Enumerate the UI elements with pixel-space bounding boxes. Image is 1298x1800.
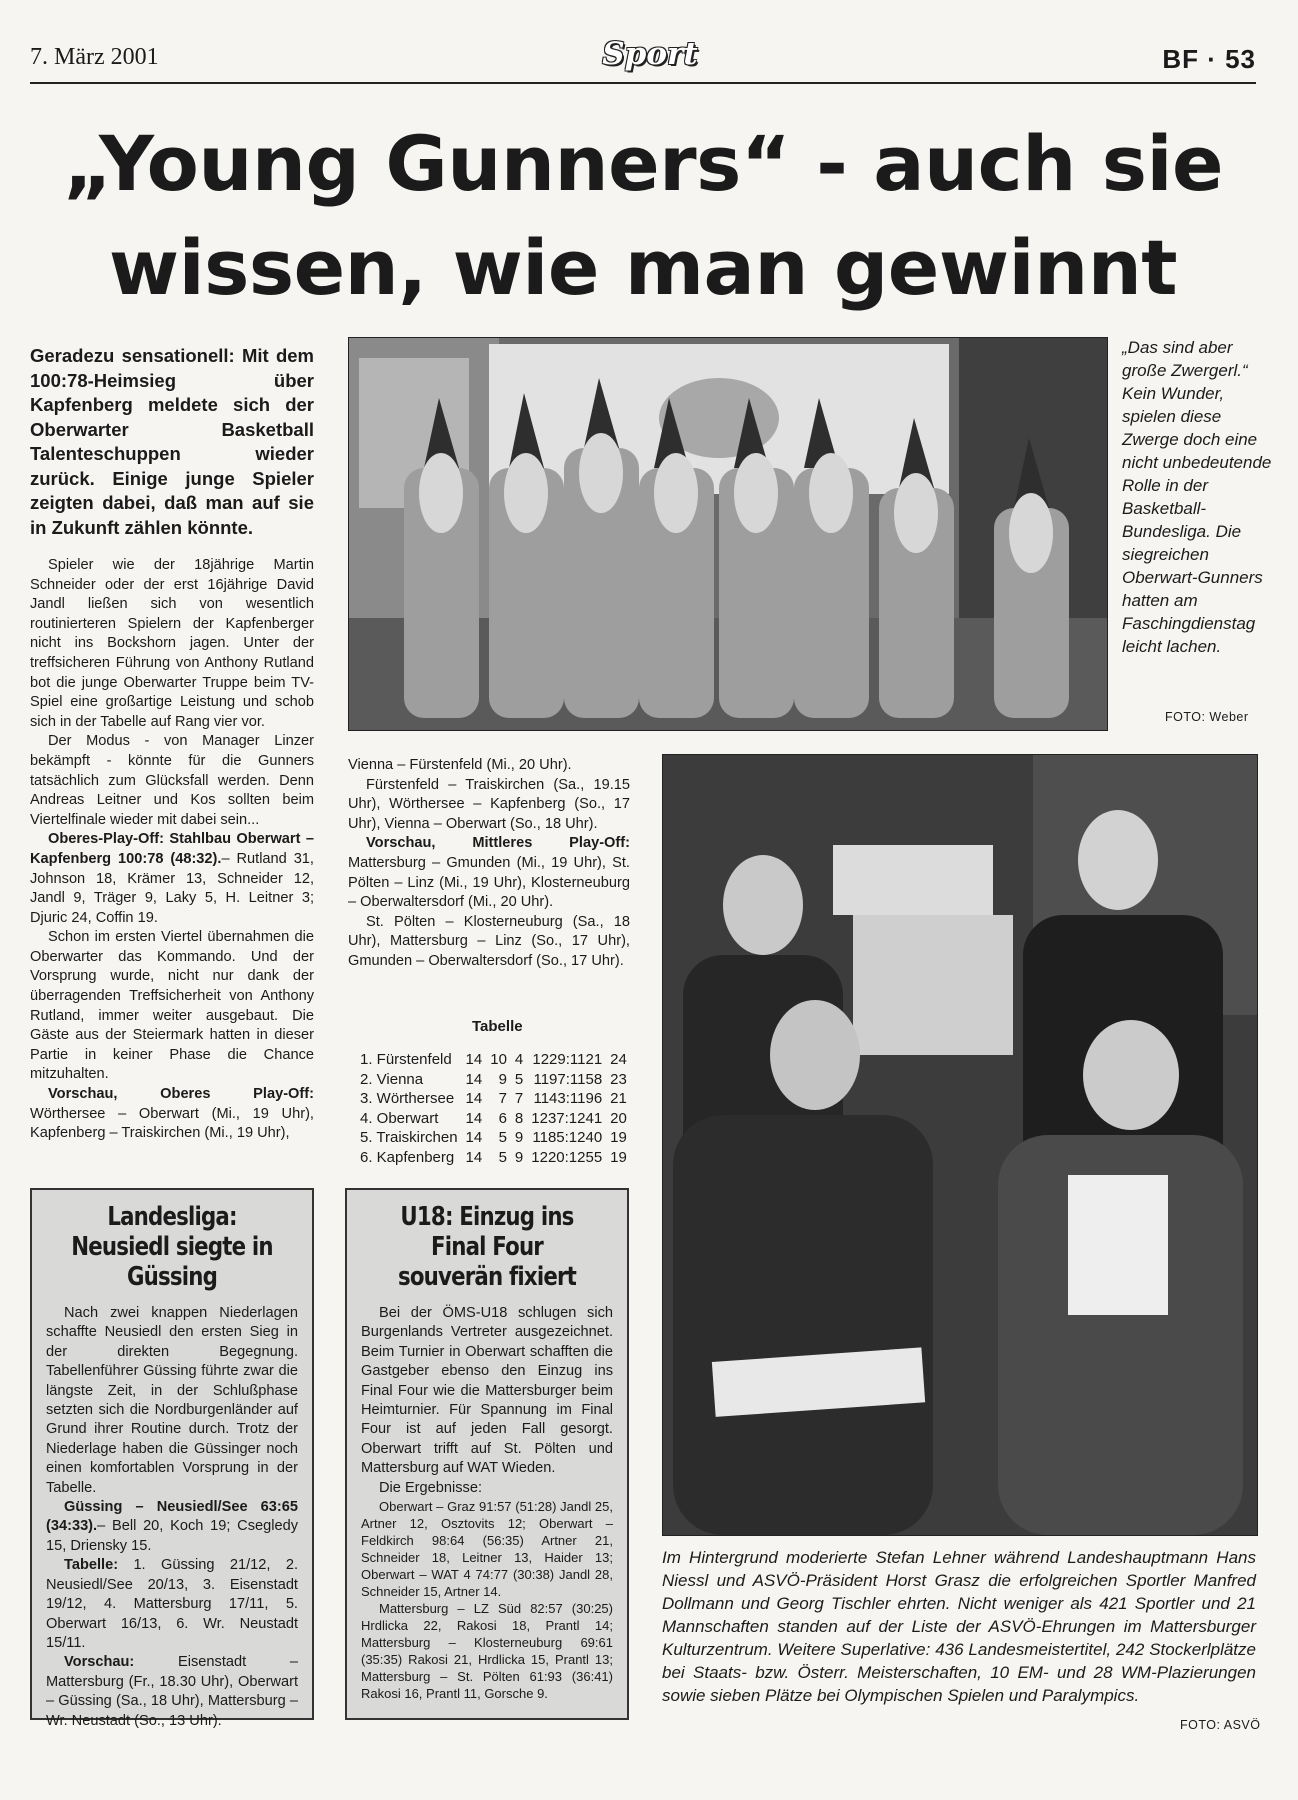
- paragraph: Bei der ÖMS-U18 schlugen sich Burgenlands Vertreter ausgezeichnet. Beim Turnier in Oberwart schafften die Gastgeber ebenso den Einzug ins Final Four wie die Mattersburger beim Heimturnier. Für Spannung im Final Four ist auf jeden Fall gesorgt. Oberwart trifft auf St. Pölten und Mattersburg auf WAT Wieden.: [361, 1305, 613, 1477]
- team-name: 4. Oberwart: [360, 1109, 439, 1127]
- box-u18: [345, 1188, 629, 1720]
- paragraph: Die Ergebnisse:: [379, 1479, 483, 1496]
- standings-value: 14: [465, 1129, 483, 1146]
- paragraph: Mattersburg – LZ Süd 82:57 (30:25) Hrdlicka 22, Rakosi 18, Prantl 14; Mattersburg – Klosterneuburg 69:61 (35:35) Rakosi 21, Hrdlicka 15, Prantl 13; Mattersburg – St. Pölten 61:93 (36:41) Rakosi 16, Prantl 11, Gorsche 9.: [361, 1601, 613, 1702]
- standings-title: Tabelle: [472, 1018, 523, 1035]
- paragraph: [46, 1556, 298, 1653]
- team-photo-image: [349, 338, 1107, 730]
- paragraph: Schon im ersten Viertel übernahmen die Oberwarter das Kommando. Und der Vorsprung wurde, nicht nur dank der überragenden Treffsicherheit von Anthony Rutland, immer weiter ausgebaut. Die Gäste aus der Steiermark hatten in dieser Partie in keiner Phase die Chance mitzuhalten.: [30, 929, 314, 1083]
- standings-value: 24: [610, 1051, 627, 1068]
- paragraph: [46, 1498, 298, 1556]
- headline: [30, 112, 1256, 320]
- preview-text: Wörthersee – Oberwart (Mi., 19 Uhr), Kapfenberg – Traiskirchen (Mi., 19 Uhr),: [30, 1105, 314, 1142]
- standings-value: 8: [514, 1109, 524, 1127]
- box-landesliga-body: [46, 1304, 298, 1731]
- table-text: 1. Güssing 21/12, 2. Neusiedl/See 20/13, 3. Eisenstadt 19/12, 4. Mattersburg 17/11, 5. Oberwart 16/13, 6. Wr. Neustadt 15/11.: [46, 1557, 298, 1651]
- paragraph: Oberwart – Graz 91:57 (51:28) Jandl 25, Artner 12, Osztovits 12; Oberwart – Feldkirch 98:64 (56:35) Artner 21, Schneider 18, Leitner 13, Haider 13; Oberwart – WAT 4 74:77 (30:38) Jandl 28, Schneider 15, Artner 14.: [361, 1499, 613, 1600]
- preview-label: Vorschau, Oberes Play-Off:: [48, 1086, 314, 1103]
- section-title: Sport: [602, 36, 698, 72]
- result-label: Oberes-Play-Off: Stahlbau Oberwart – Kapfenberg 100:78 (48:32).: [30, 831, 314, 867]
- photo-credit-ceremony: FOTO: ASVÖ: [1180, 1718, 1261, 1732]
- standings-value: 1143:1196: [533, 1090, 603, 1107]
- team-name: 6. Kapfenberg: [360, 1148, 455, 1166]
- paragraph: Fürstenfeld – Traiskirchen (Sa., 19.15 Uhr), Wörthersee – Kapfenberg (So., 17 Uhr), Vienna – Oberwart (So., 18 Uhr).: [348, 776, 630, 832]
- paragraph: Nach zwei knappen Niederlagen schaffte Neusiedl den ersten Sieg in der direkten Begegnung. Tabellenführer Güssing führte zwar die längste Zeit, in der Schlußphase setzten sich die Nordburgenländer auf Grund ihrer Routine durch. Trotz der Niederlage haben die Güssinger noch einen komfortablen Vorsprung in der Tabelle.: [46, 1305, 298, 1496]
- standings-value: 5: [498, 1148, 507, 1166]
- result-label: Güssing – Neusiedl/See 63:65 (34:33).: [46, 1499, 298, 1535]
- standings-value: 6: [498, 1109, 507, 1127]
- standings-value: 19: [610, 1129, 627, 1146]
- standings-value: 14: [465, 1051, 483, 1068]
- standings-value: 7: [514, 1090, 524, 1107]
- headline-line-1: „Young Gunners“ - auch sie: [62, 119, 1224, 208]
- team-name: 5. Traiskirchen: [360, 1129, 458, 1146]
- standings-value: 7: [498, 1090, 507, 1107]
- photo-credit-gnomes: FOTO: Weber: [1165, 710, 1249, 724]
- paragraph: [348, 834, 630, 912]
- box-u18-body: [361, 1304, 613, 1702]
- standings-value: 23: [610, 1070, 627, 1088]
- standings-value: 4: [514, 1051, 524, 1068]
- photo-caption-gnomes: „Das sind aber große Zwergerl.“ Kein Wunder, spielen diese Zwerge doch eine nicht unbedeutende Rolle in der Basketball-Bundesliga. Die siegreichen Oberwart-Gunners hatten am Faschingdienstag leicht lachen.: [1122, 338, 1272, 656]
- standings-value: 20: [610, 1109, 627, 1127]
- page-number: BF · 53: [1162, 44, 1256, 74]
- preview-label: Vorschau, Mittleres Play-Off:: [366, 835, 630, 852]
- award-ceremony-image: [663, 755, 1257, 1535]
- standings-row: [356, 1128, 631, 1148]
- standings-row: [356, 1148, 631, 1168]
- award-ceremony-photo: [662, 754, 1258, 1536]
- standings-value: 14: [465, 1070, 483, 1088]
- table-label: Tabelle:: [64, 1557, 119, 1574]
- standings-value: 9: [514, 1148, 524, 1166]
- standings-value: 1197:1158: [533, 1070, 603, 1088]
- paragraph: Vienna – Fürstenfeld (Mi., 20 Uhr).: [348, 757, 572, 773]
- standings-value: 14: [465, 1148, 483, 1166]
- preview-label: Vorschau:: [64, 1654, 135, 1671]
- standings-table: [356, 1050, 631, 1167]
- team-name: 1. Fürstenfeld: [360, 1051, 452, 1068]
- header-rule: [30, 82, 1256, 84]
- box-u18-headline: U18: Einzug ins Final Four souverän fixiert: [397, 1202, 577, 1292]
- standings-value: 21: [610, 1090, 627, 1107]
- result-text: – Bell 20, Koch 19; Csegledy 15, Driensky 15.: [46, 1518, 298, 1554]
- paragraph: [46, 1653, 298, 1731]
- box-landesliga: [30, 1188, 314, 1729]
- standings-row: [356, 1109, 631, 1129]
- standings-value: 14: [465, 1090, 483, 1107]
- standings-value: 1229:1121: [532, 1051, 603, 1068]
- photo-caption-ceremony: Im Hintergrund moderierte Stefan Lehner während Landeshauptmann Hans Niessl und ASVÖ-Präsident Horst Grasz die erfolgreichen Sportler Manfred Dollmann und Georg Tischler ehrten. Nicht weniger als 421 Sportler und 21 Mannschaften standen auf der Liste der ASVÖ-Ehrungen im Mattersburger Kulturzentrum. Weitere Superlative: 436 Landesmeistertitel, 242 Stockerlplätze bei Staats- bzw. Österr. Meisterschaften, 10 EM- und 28 WM-Plazierungen sowie sieben Plätze bei Olympischen Spielen und Paralympics.: [662, 1548, 1256, 1705]
- standings-value: 5: [498, 1129, 507, 1146]
- article-column-2: [348, 756, 630, 972]
- paragraph: Spieler wie der 18jährige Martin Schneider oder der erst 16jährige David Jandl ließen sich von wesentlich routinierteren Spielern der Kapfenberger nicht ins Bockshorn jagen. Unter der treffsicheren Führung von Anthony Rutland bot die junge Oberwarter Truppe beim TV-Spiel eine großartige Leistung und schob sich in der Tabelle auf Rang vier vor.: [30, 557, 314, 730]
- box-landesliga-headline: Landesliga: Neusiedl siegte in Güssing: [71, 1202, 273, 1292]
- paragraph: [30, 830, 314, 928]
- paragraph: St. Pölten – Klosterneuburg (Sa., 18 Uhr), Mattersburg – Linz (So., 17 Uhr), Gmunden – Oberwaltersdorf (So., 17 Uhr).: [348, 913, 630, 969]
- standings-value: 1220:1255: [531, 1148, 603, 1166]
- headline-line-2: wissen, wie man gewinnt: [108, 223, 1178, 312]
- paragraph: [30, 1085, 314, 1144]
- standings-value: 1185:1240: [532, 1129, 603, 1146]
- standings-row: [356, 1050, 631, 1070]
- article-column-1: [30, 556, 314, 1144]
- standings-value: 9: [514, 1129, 524, 1146]
- result-text: – Rutland 31, Johnson 18, Krämer 13, Schneider 12, Jandl 9, Träger 9, Laky 5, H. Leitner 3; Djuric 24, Coffin 19.: [30, 850, 314, 926]
- issue-date: 7. März 2001: [30, 44, 159, 70]
- standings-value: 1237:1241: [531, 1109, 603, 1127]
- team-name: 2. Vienna: [360, 1070, 424, 1088]
- team-name: 3. Wörthersee: [360, 1090, 455, 1107]
- standings-value: 10: [490, 1051, 507, 1068]
- team-photo-gnomes: [348, 337, 1108, 731]
- standings-value: 5: [514, 1070, 524, 1088]
- preview-text: Mattersburg – Gmunden (Mi., 19 Uhr), St. Pölten – Linz (Mi., 19 Uhr), Klosterneuburg – Oberwaltersdorf (Mi., 20 Uhr).: [348, 854, 630, 911]
- standings-value: 19: [610, 1148, 627, 1166]
- standings-value: 9: [498, 1070, 507, 1088]
- standings-row: [356, 1070, 631, 1090]
- preview-text: Eisenstadt – Mattersburg (Fr., 18.30 Uhr), Oberwart – Güssing (Sa., 18 Uhr), Mattersburg – Wr. Neustadt (So., 13 Uhr).: [46, 1654, 298, 1729]
- standings-row: [356, 1089, 631, 1109]
- standings-value: 14: [465, 1109, 483, 1127]
- article-lead: Geradezu sensationell: Mit dem 100:78-Heimsieg über Kapfenberg meldete sich der Oberwarter Basketball Talenteschuppen wieder zurück. Einige junge Spieler zeigten dabei, daß man auf sie in Zukunft zählen könnte.: [30, 345, 314, 538]
- paragraph: Der Modus - von Manager Linzer bekämpft - könnte für die Gunners tatsächlich zum Glücksfall werden. Denn Andreas Leitner und Kos sollten beim Viertelfinale wieder mit dabei sein...: [30, 733, 314, 828]
